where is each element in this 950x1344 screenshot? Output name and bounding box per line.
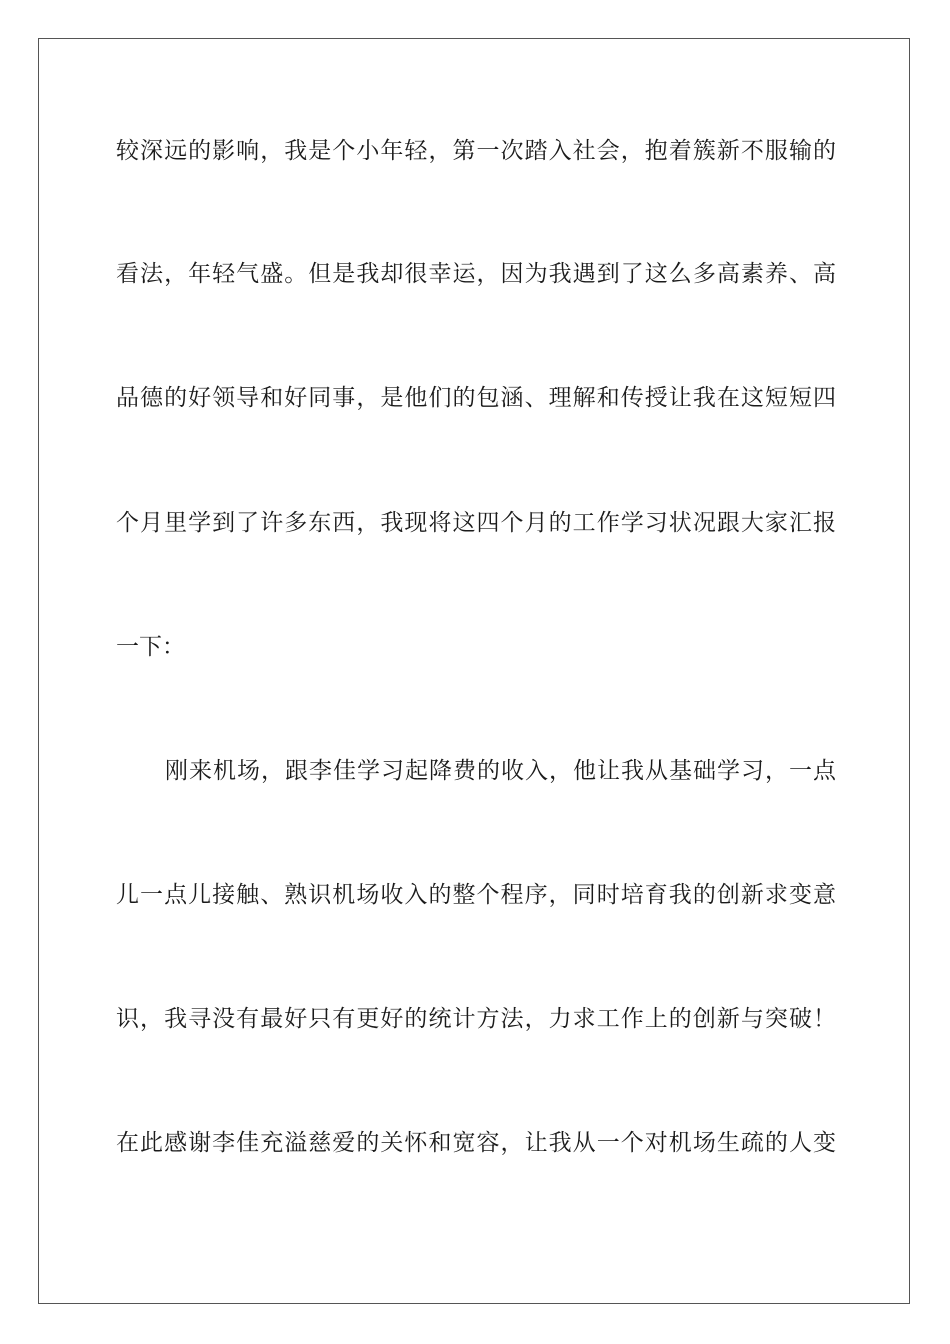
paragraph-line-3: 品德的好领导和好同事，是他们的包涵、理解和传授让我在这短短四 — [116, 385, 836, 411]
paragraph-line-6: 刚来机场，跟李佳学习起降费的收入，他让我从基础学习，一点 — [165, 758, 836, 784]
paragraph-line-2: 看法，年轻气盛。但是我却很幸运，因为我遇到了这么多高素养、高 — [116, 261, 836, 287]
paragraph-line-8: 识，我寻没有最好只有更好的统计方法，力求工作上的创新与突破！ — [116, 1006, 836, 1032]
paragraph-line-7: 儿一点儿接触、熟识机场收入的整个程序，同时培育我的创新求变意 — [116, 882, 836, 908]
paragraph-line-9: 在此感谢李佳充溢慈爱的关怀和宽容，让我从一个对机场生疏的人变 — [116, 1130, 836, 1156]
paragraph-line-5: 一下： — [116, 634, 185, 660]
paragraph-line-1: 较深远的影响，我是个小年轻，第一次踏入社会，抱着簇新不服输的 — [116, 138, 836, 164]
page-border — [38, 38, 910, 1304]
paragraph-line-4: 个月里学到了许多东西，我现将这四个月的工作学习状况跟大家汇报 — [116, 510, 836, 536]
